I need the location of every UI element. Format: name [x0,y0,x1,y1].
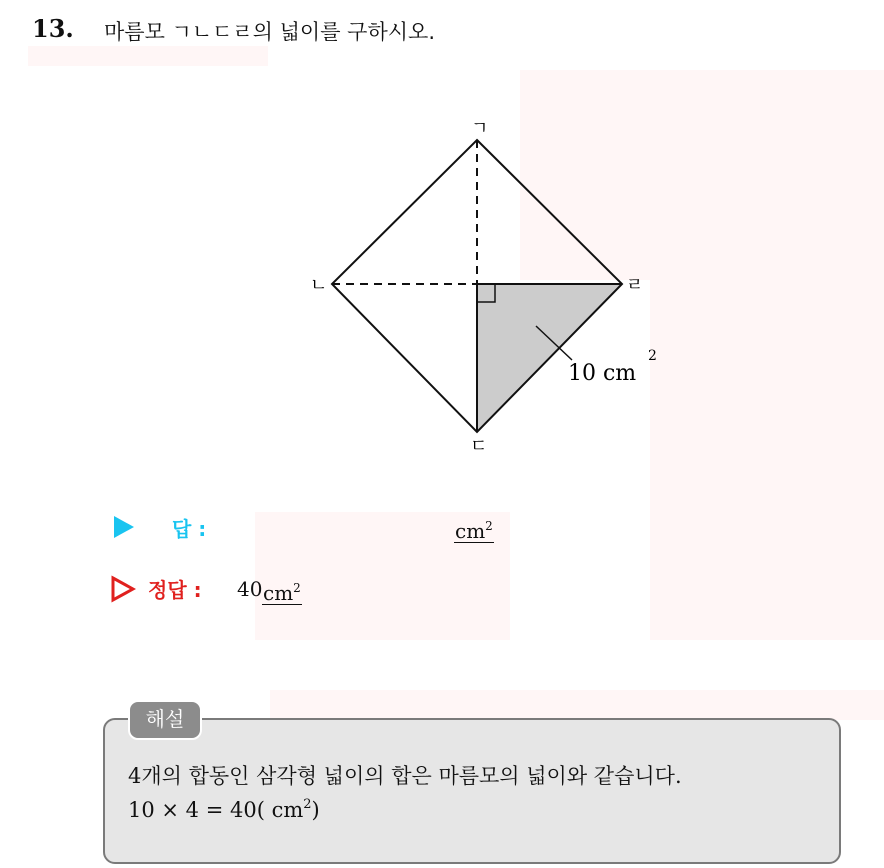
explanation-equation: 10 × 4 = 40( cm [128,798,304,822]
correct-unit [262,577,302,605]
correct-unit-exponent: 2 [293,581,301,595]
explanation-box [103,718,841,864]
explanation-close-paren: ) [311,798,320,822]
correct-unit-text: cm [263,581,294,605]
background-block [270,690,884,720]
correct-value: 40 [237,577,263,601]
vertex-label-right: ㄹ [626,275,644,296]
vertex-label-left: ㄴ [310,275,328,296]
vertex-label-bottom: ㄷ [470,436,488,457]
question-number: 13. [32,14,74,43]
explanation-tag: 해설 [128,700,202,740]
explanation-line-2 [128,797,320,822]
answer-label: 답 : [172,517,207,541]
correct-marker-icon [110,575,136,603]
area-label: 10 cm [568,361,637,386]
answer-unit-exponent: 2 [485,519,493,533]
area-label-exponent: 2 [648,348,657,364]
question-text: 마름모 ㄱㄴㄷㄹ의 넓이를 구하시오. [104,20,435,44]
correct-label: 정답 : [148,578,202,602]
explanation-line-1: 4개의 합동인 삼각형 넓이의 합은 마름모의 넓이와 같습니다. [128,764,682,788]
vertex-label-top: ㄱ [471,118,489,139]
explanation-exponent: 2 [303,797,312,812]
answer-unit-text: cm [455,519,486,543]
answer-unit [454,515,494,543]
answer-marker-icon [112,514,136,540]
